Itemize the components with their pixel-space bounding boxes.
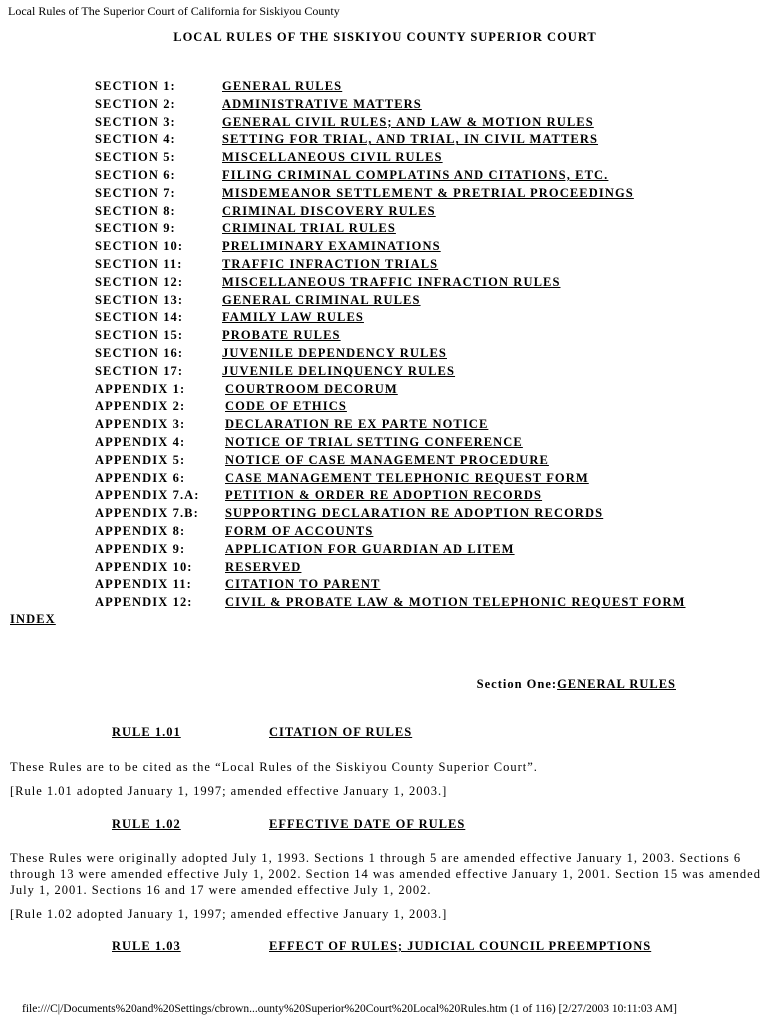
toc-link[interactable]: CITATION TO PARENT [225, 577, 381, 592]
toc-label: SECTION 16: [95, 345, 184, 360]
toc-label: APPENDIX 1: [95, 381, 186, 396]
toc-label: APPENDIX 3: [95, 417, 186, 432]
toc-link[interactable]: GENERAL CIVIL RULES; AND LAW & MOTION RULES [222, 114, 594, 129]
toc-link[interactable]: FAMILY LAW RULES [222, 310, 364, 325]
page-footer: file:///C|/Documents%20and%20Settings/cbrown...ounty%20Superior%20Court%20Local%20Rules.htm (1 of 116) [2/27/2003 10:11:03 AM] [22, 1003, 677, 1015]
toc-label: SECTION 5: [95, 150, 176, 165]
toc-label: SECTION 6: [95, 167, 176, 182]
index-link[interactable]: INDEX [10, 612, 56, 626]
rule-history-note: [Rule 1.02 adopted January 1, 1997; amended effective January 1, 2003.] [10, 907, 448, 921]
toc-link[interactable]: APPLICATION FOR GUARDIAN AD LITEM [225, 541, 515, 556]
page-header: Local Rules of The Superior Court of California for Siskiyou County [8, 4, 340, 18]
rule-heading [112, 939, 651, 954]
toc-label: SECTION 17: [95, 363, 184, 378]
rule-title: EFFECTIVE DATE OF RULES [269, 817, 466, 831]
toc-label: SECTION 3: [95, 114, 176, 129]
toc-label: APPENDIX 2: [95, 399, 186, 414]
toc-link[interactable]: FORM OF ACCOUNTS [225, 523, 374, 538]
toc-link[interactable]: SETTING FOR TRIAL, AND TRIAL, IN CIVIL MATTERS [222, 132, 599, 147]
rule-title: CITATION OF RULES [269, 725, 413, 739]
toc-link[interactable]: CIVIL & PROBATE LAW & MOTION TELEPHONIC REQUEST FORM [225, 595, 686, 610]
rule-heading [112, 725, 412, 740]
toc-label: APPENDIX 4: [95, 434, 186, 449]
toc-link[interactable]: FILING CRIMINAL COMPLATINS AND CITATIONS, ETC. [222, 167, 609, 182]
toc-label: SECTION 13: [95, 292, 184, 307]
toc-link[interactable]: ADMINISTRATIVE MATTERS [222, 96, 422, 111]
toc-label: SECTION 7: [95, 185, 176, 200]
toc-label: SECTION 14: [95, 310, 184, 325]
toc-link[interactable]: CASE MANAGEMENT TELEPHONIC REQUEST FORM [225, 470, 589, 485]
toc-label: SECTION 10: [95, 239, 184, 254]
toc-link[interactable]: NOTICE OF TRIAL SETTING CONFERENCE [225, 434, 523, 449]
rule-number: RULE 1.02 [112, 817, 181, 831]
toc-link[interactable]: GENERAL CRIMINAL RULES [222, 292, 421, 307]
toc-label: SECTION 11: [95, 256, 183, 271]
toc-label: APPENDIX 11: [95, 577, 192, 592]
toc-link[interactable]: DECLARATION RE EX PARTE NOTICE [225, 417, 489, 432]
toc-link[interactable]: JUVENILE DEPENDENCY RULES [222, 345, 447, 360]
toc-link[interactable]: MISCELLANEOUS TRAFFIC INFRACTION RULES [222, 274, 561, 289]
rule-paragraph: These Rules are to be cited as the “Local Rules of the Siskiyou County Superior Court”. [10, 760, 538, 774]
toc-link[interactable]: RESERVED [225, 559, 302, 574]
toc-label: SECTION 2: [95, 96, 176, 111]
toc-link[interactable]: CRIMINAL DISCOVERY RULES [222, 203, 436, 218]
rule-number: RULE 1.01 [112, 725, 181, 739]
toc-label: APPENDIX 5: [95, 452, 186, 467]
section-heading [477, 677, 676, 692]
toc-link[interactable]: PETITION & ORDER RE ADOPTION RECORDS [225, 488, 543, 503]
toc-link[interactable]: MISCELLANEOUS CIVIL RULES [222, 150, 443, 165]
toc-label: APPENDIX 8: [95, 523, 186, 538]
toc-label: APPENDIX 10: [95, 559, 193, 574]
toc-link[interactable]: CODE OF ETHICS [225, 399, 347, 414]
toc-label: APPENDIX 6: [95, 470, 186, 485]
rule-heading [112, 817, 465, 832]
toc-label: APPENDIX 9: [95, 541, 186, 556]
toc-link[interactable]: CRIMINAL TRIAL RULES [222, 221, 396, 236]
toc-link[interactable]: SUPPORTING DECLARATION RE ADOPTION RECORDS [225, 506, 604, 521]
toc-label: SECTION 12: [95, 274, 184, 289]
section-heading-link[interactable]: GENERAL RULES [557, 677, 676, 691]
toc-label: APPENDIX 7.B: [95, 506, 199, 521]
toc-link[interactable]: JUVENILE DELINQUENCY RULES [222, 363, 456, 378]
toc-link[interactable]: TRAFFIC INFRACTION TRIALS [222, 256, 439, 271]
toc-label: SECTION 9: [95, 221, 176, 236]
rule-paragraph: These Rules were originally adopted July 1, 1993. Sections 1 through 5 are amended effective January 1, 2003. Sections 6 through 13 were amended effective July 1, 2002. Section 14 was amended effective January 1, 2001. Section 15 was amended July 1, 2001. Sections 16 and 17 were amended effective July 1, 2002. [10, 851, 761, 897]
toc-label: SECTION 15: [95, 328, 184, 343]
section-heading-prefix: Section One: [476, 677, 558, 691]
toc-link[interactable]: COURTROOM DECORUM [225, 381, 398, 396]
rule-number: RULE 1.03 [112, 939, 181, 953]
document-title: LOCAL RULES OF THE SISKIYOU COUNTY SUPERIOR COURT [173, 30, 597, 44]
toc-link[interactable]: NOTICE OF CASE MANAGEMENT PROCEDURE [225, 452, 549, 467]
toc-label: SECTION 4: [95, 132, 176, 147]
toc-label: APPENDIX 12: [95, 595, 193, 610]
toc-label: SECTION 8: [95, 203, 176, 218]
toc-label: APPENDIX 7.A: [95, 488, 200, 503]
toc-link[interactable]: MISDEMEANOR SETTLEMENT & PRETRIAL PROCEEDINGS [222, 185, 634, 200]
toc-link[interactable]: PROBATE RULES [222, 328, 341, 343]
rule-history-note: [Rule 1.01 adopted January 1, 1997; amended effective January 1, 2003.] [10, 784, 448, 798]
toc-link[interactable]: PRELIMINARY EXAMINATIONS [222, 239, 441, 254]
toc-link[interactable]: GENERAL RULES [222, 79, 343, 93]
rule-title: EFFECT OF RULES; JUDICIAL COUNCIL PREEMPTIONS [269, 939, 652, 953]
toc-label: SECTION 1: [95, 79, 176, 93]
